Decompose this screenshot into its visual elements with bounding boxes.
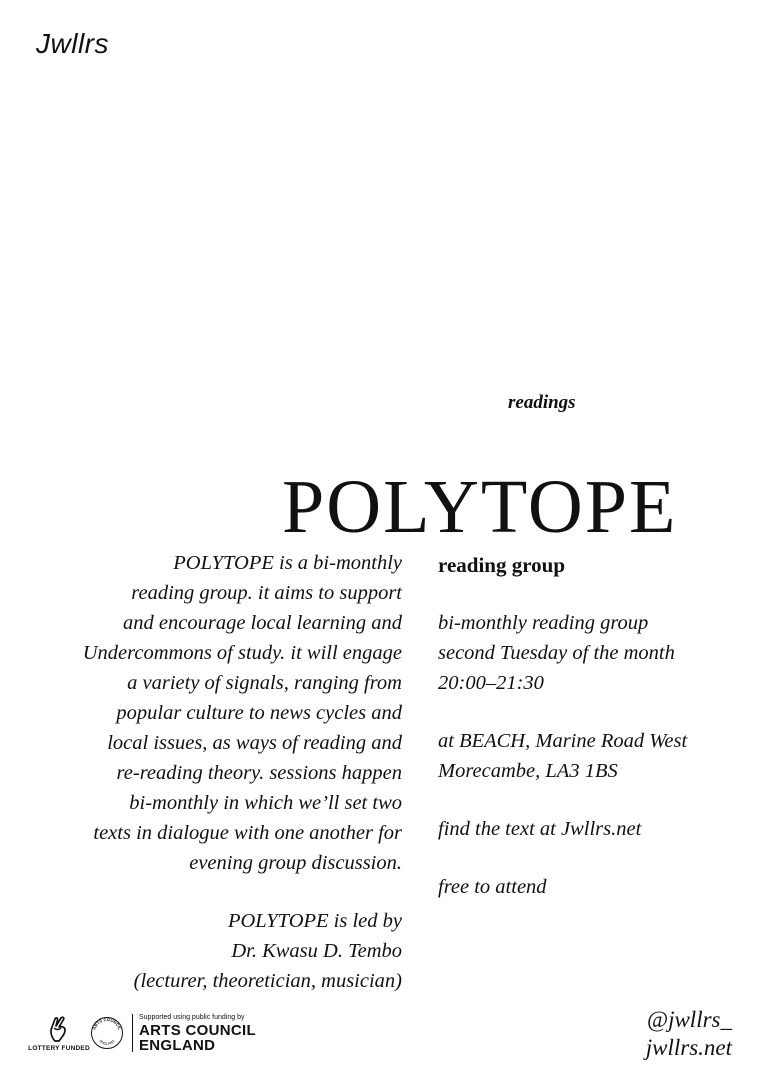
description-line: re-reading theory. sessions happen: [116, 762, 402, 784]
arts-council-circle-icon: [90, 1016, 124, 1050]
description-line: evening group discussion.: [189, 852, 402, 874]
arts-council-line2: ENGLAND: [139, 1036, 216, 1054]
leader-name: Dr. Kwasu D. Tembo: [231, 940, 402, 962]
schedule-block: [438, 608, 758, 698]
svg-text:ARTS COUNCIL: ARTS COUNCIL: [91, 1016, 123, 1031]
schedule-time: 20:00–21:30: [438, 672, 544, 694]
page-title: POLYTOPE: [282, 464, 678, 549]
svg-text:ENGLAND: ENGLAND: [98, 1039, 116, 1047]
description-line: reading group. it aims to support: [131, 582, 402, 604]
social-links: [646, 1006, 732, 1062]
text-info: find the text at Jwllrs.net: [438, 818, 642, 840]
location-line: at BEACH, Marine Road West: [438, 730, 688, 752]
leader-roles: (lecturer, theoretician, musician): [133, 970, 402, 992]
leader-paragraph: [40, 906, 402, 996]
details-column: [438, 550, 758, 902]
description-line: a variety of signals, ranging from: [127, 672, 402, 694]
description-line: popular culture to news cycles and: [116, 702, 402, 724]
crossed-fingers-icon: [46, 1015, 72, 1043]
description-line: Undercommons of study. it will engage: [82, 642, 402, 664]
kicker-label: readings: [508, 392, 576, 413]
brand-logo: Jwllrs: [36, 28, 109, 59]
funder-logos: [30, 1008, 256, 1058]
description-line: POLYTOPE is a bi-monthly: [173, 552, 402, 574]
location-line: Morecambe, LA3 1BS: [438, 760, 618, 782]
description-line: local issues, as ways of reading and: [107, 732, 402, 754]
lottery-logo: [30, 1015, 88, 1052]
description-column: [40, 548, 402, 996]
details-heading: reading group: [438, 553, 566, 577]
arts-council-line1: ARTS COUNCIL: [139, 1021, 256, 1039]
lottery-label: LOTTERY FUNDED: [28, 1044, 90, 1052]
schedule-line: bi-monthly reading group: [438, 612, 649, 634]
arts-council-wordmark: [139, 1014, 256, 1053]
social-handle[interactable]: @jwllrs_: [646, 1007, 732, 1032]
price-info: free to attend: [438, 876, 547, 898]
description-line: bi-monthly in which we’ll set two: [129, 792, 402, 814]
logo-divider: [132, 1014, 133, 1052]
description-paragraph: [40, 548, 402, 878]
description-line: and encourage local learning and: [123, 612, 402, 634]
website-link[interactable]: jwllrs.net: [645, 1035, 732, 1060]
location-block: [438, 726, 758, 786]
leader-line: POLYTOPE is led by: [227, 910, 402, 932]
supported-label: Supported using public funding by: [139, 1013, 245, 1021]
schedule-line: second Tuesday of the month: [438, 642, 675, 664]
description-line: texts in dialogue with one another for: [93, 822, 402, 844]
